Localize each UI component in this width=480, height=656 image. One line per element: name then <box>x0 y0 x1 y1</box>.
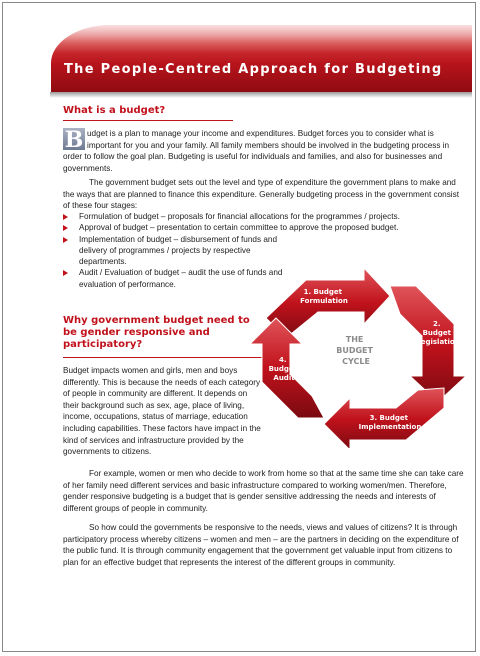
list-item <box>63 222 468 233</box>
example-paragraph: For example, women or men who decide to work from home so that at the same time she can take care of her family need different services and basic infrastructure compared to working women/men. Therefore, gender responsive budgeting is a budget that is gender sensitive addressing the needs and interests of different groups of people in community. <box>63 469 464 513</box>
step1-label <box>300 288 348 305</box>
government-budget-paragraph: The government budget sets out the level and type of expenditure the government plans to make and the ways that are planned to finance this expenditure. Generally budgeting process in the government consist of these four stages: <box>63 178 459 211</box>
step-name: Formulation <box>300 297 348 305</box>
banner-shadow <box>50 92 472 98</box>
impacts-paragraph: Budget impacts women and girls, men and boys differently. This is because the needs of each category of people in community are different. It depends on their background such as sex, age, place of living, income, occupations, status of marriage, education including capabilities. These factors have impact in the kind of services and infrastructure provided by the governments to citizens. <box>63 366 261 457</box>
step-num: 4. <box>279 356 287 364</box>
step-num: Budget <box>268 365 297 373</box>
page-title: The People-Centred Approach for Budgeting <box>64 62 443 77</box>
step-num: 2. <box>433 320 441 328</box>
step-name: Audit <box>273 374 295 382</box>
center-line: THE <box>345 335 364 344</box>
section-heading-what-is-budget: What is a budget? <box>63 105 166 116</box>
center-line: CYCLE <box>342 357 370 366</box>
cycle-center-label <box>336 335 376 366</box>
budget-cycle-diagram <box>240 258 472 448</box>
participatory-paragraph: So how could the governments be responsive to the needs, views and values of citizens? It is through participatory process whereby citizens – women and men – are the partners in deciding on the expenditure of the public fund. It is through community engagement that the government get valuable input from citizens to plan for an effective budget that represents the interest of the different groups in community. <box>63 523 459 567</box>
bullet-arrow-icon <box>63 214 68 220</box>
step-num: 1. Budget <box>303 288 342 296</box>
dropcap-letter: B <box>64 127 84 153</box>
intro-text: udget is a plan to manage your income and expenditures. Budget forces you to consider what is important for you and your family. All family members should be involved in the budgeting process in order to follow the goal plan. Budgeting is useful for individuals and families, and also for businesses and governments. <box>63 129 450 173</box>
stage-text: Audit / Evaluation of budget – audit the use of funds and evaluation of performance. <box>79 268 283 289</box>
title-banner <box>51 25 472 95</box>
intro-paragraph <box>63 128 467 174</box>
stage-text: Approval of budget – presentation to certain committee to approve the proposed budget. <box>79 223 399 233</box>
bullet-arrow-icon <box>63 270 68 276</box>
step-name: Implementation <box>358 423 422 431</box>
list-item <box>63 211 468 222</box>
stage-text: Formulation of budget – proposals for financial allocations for the programmes / projects. <box>79 212 400 221</box>
step-name: Legislation <box>416 338 460 346</box>
stage-text: Implementation of budget – disbursement of funds and delivery of programmes / projects by respective departments. <box>79 234 277 267</box>
bullet-arrow-icon <box>63 237 68 243</box>
section-heading-why-gender-responsive: Why government budget need to be gender responsive and participatory? <box>63 315 250 350</box>
step-num: 3. Budget <box>369 414 408 422</box>
step-num: Budget <box>422 329 451 337</box>
center-line: BUDGET <box>336 346 373 355</box>
heading-underline <box>63 357 263 358</box>
heading-underline <box>63 120 233 121</box>
bullet-arrow-icon <box>63 225 68 231</box>
